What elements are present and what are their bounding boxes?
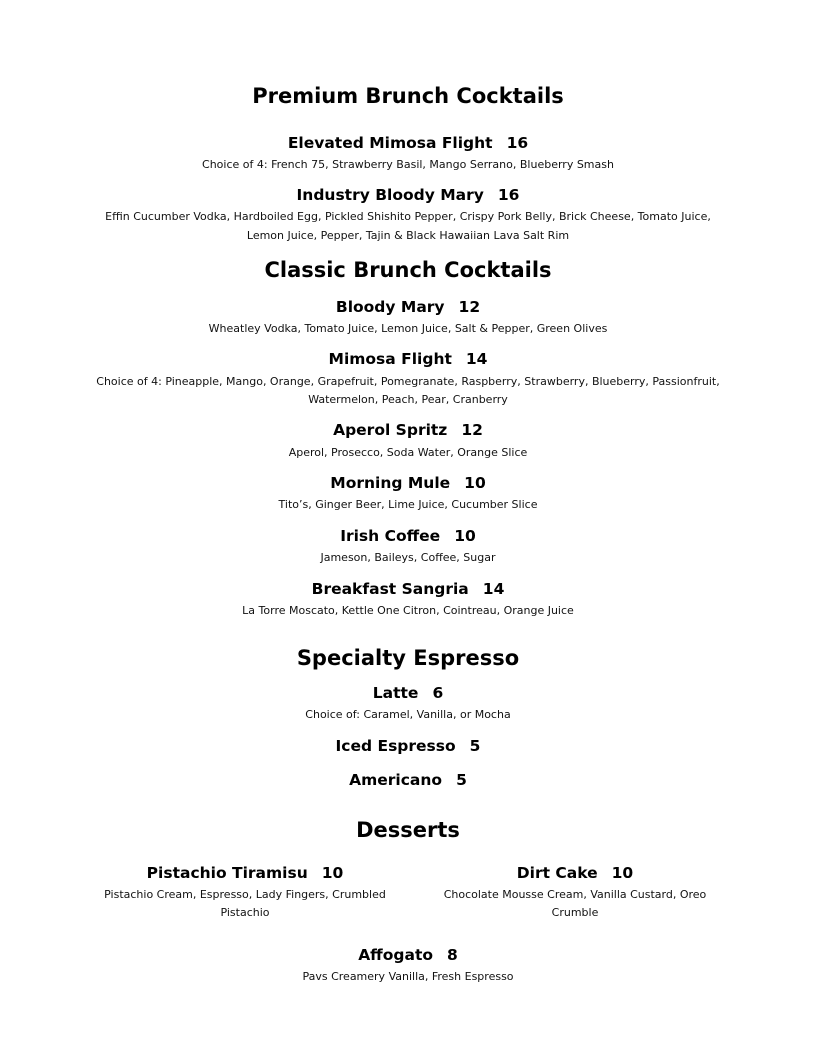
item-name: Aperol Spritz — [333, 421, 448, 439]
item-price: 8 — [447, 946, 458, 964]
item-description: Pistachio Cream, Espresso, Lady Fingers, Crumbled — [104, 888, 386, 901]
item-price: 14 — [465, 350, 488, 368]
item-description: La Torre Moscato, Kettle One Citron, Cointreau, Orange Juice — [242, 604, 574, 617]
item-name: Bloody Mary — [335, 298, 445, 316]
item-description: Effin Cucumber Vodka, Hardboiled Egg, Pickled Shishito Pepper, Crispy Pork Belly, Brick Cheese, Tomato Juice, — [105, 210, 711, 223]
item-description: Choice of 4: French 75, Strawberry Basil, Mango Serrano, Blueberry Smash — [202, 158, 614, 171]
item-price: 10 — [321, 864, 344, 882]
menu-item-latte — [0, 684, 816, 702]
item-price: 12 — [461, 421, 483, 439]
item-name: Elevated Mimosa Flight — [287, 134, 493, 152]
section-title-classic: Classic Brunch Cocktails — [264, 258, 552, 282]
item-description: Tito’s, Ginger Beer, Lime Juice, Cucumber Slice — [278, 498, 538, 511]
item-description: Jameson, Baileys, Coffee, Sugar — [320, 551, 496, 564]
item-name: Americano — [349, 771, 443, 789]
section-title-espresso: Specialty Espresso — [296, 646, 520, 670]
item-price: 5 — [469, 737, 481, 755]
menu-item-bloody-mary — [0, 298, 816, 316]
item-description: Crumble — [551, 906, 599, 919]
section-title-premium: Premium Brunch Cocktails — [252, 84, 564, 108]
menu-item-pistachio-tiramisu — [90, 864, 400, 882]
item-price: 16 — [506, 134, 529, 152]
menu-item-mimosa-flight — [0, 350, 816, 368]
item-price: 16 — [497, 186, 520, 204]
item-description: Chocolate Mousse Cream, Vanilla Custard, Oreo — [443, 888, 707, 901]
item-name: Industry Bloody Mary — [296, 186, 484, 204]
menu-item-affogato — [0, 946, 816, 964]
item-price: 10 — [464, 474, 486, 492]
item-description: Aperol, Prosecco, Soda Water, Orange Slice — [288, 446, 528, 459]
item-price: 14 — [482, 580, 505, 598]
item-name: Affogato — [358, 946, 434, 964]
item-name: Mimosa Flight — [328, 350, 452, 368]
section-title-desserts: Desserts — [356, 818, 460, 842]
item-name: Morning Mule — [330, 474, 451, 492]
item-name: Pistachio Tiramisu — [146, 864, 308, 882]
item-price: 10 — [611, 864, 634, 882]
item-description: Choice of: Caramel, Vanilla, or Mocha — [305, 708, 511, 721]
item-price: 5 — [456, 771, 467, 789]
item-name: Dirt Cake — [516, 864, 598, 882]
item-price: 12 — [458, 298, 481, 316]
item-description: Wheatley Vodka, Tomato Juice, Lemon Juice, Salt & Pepper, Green Olives — [208, 322, 608, 335]
item-name: Irish Coffee — [340, 527, 441, 545]
menu-item-americano — [0, 771, 816, 789]
item-name: Iced Espresso — [335, 737, 456, 755]
item-description: Lemon Juice, Pepper, Tajin & Black Hawaiian Lava Salt Rim — [246, 229, 570, 242]
menu-item-iced-espresso — [0, 737, 816, 755]
menu-item-industry-bloody-mary — [0, 186, 816, 204]
item-price: 10 — [454, 527, 476, 545]
menu-item-irish-coffee — [0, 527, 816, 545]
item-description: Choice of 4: Pineapple, Mango, Orange, Grapefruit, Pomegranate, Raspberry, Strawberry, Blueberry, Passionfruit, — [96, 375, 720, 388]
item-name: Latte — [372, 684, 419, 702]
item-name: Breakfast Sangria — [311, 580, 469, 598]
item-description: Pistachio — [220, 906, 270, 919]
menu-item-elevated-mimosa-flight — [0, 134, 816, 152]
item-description: Pavs Creamery Vanilla, Fresh Espresso — [302, 970, 514, 983]
menu-item-aperol-spritz — [0, 421, 816, 439]
item-description: Watermelon, Peach, Pear, Cranberry — [308, 393, 508, 406]
menu-item-morning-mule — [0, 474, 816, 492]
menu-item-breakfast-sangria — [0, 580, 816, 598]
item-price: 6 — [432, 684, 444, 702]
menu-item-dirt-cake — [425, 864, 725, 882]
